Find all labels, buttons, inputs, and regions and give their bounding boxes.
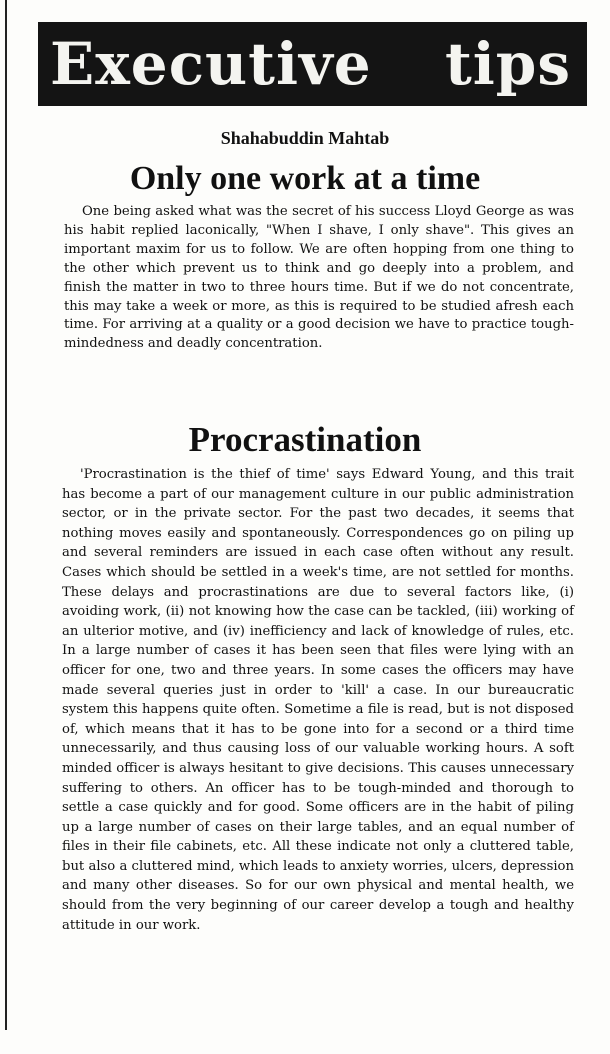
banner-word-tips: tips [444,30,571,98]
section-heading-procrastination: Procrastination [188,420,422,459]
section-body-procrastination: 'Procrastination is the thief of time' says Edward Young, and this trait has become a part of our management culture in our public administration sector, or in the private sector. For the past two decades, it seems that nothing moves easily and spontaneously. Correspondences go on piling up and several reminders are issued in each case often without any result. Cases which should be settled in a week's time, are not settled for months. These delays and procrastinations are due to several factors like, (i) avoiding work, (ii) not knowing how the case can be tackled, (iii) working of an ulterior motive, and (iv) inefficiency and lack of knowledge of rules, etc. In a large number of cases it has been seen that files were lying with an officer for one, two and three years. In some cases the officers may have made several queries just in order to 'kill' a case. In our bureaucratic system this happens quite often. Sometime a file is read, but is not disposed of, which means that it has to be gone into for a second or a third time unnecessarily, and thus causing loss of our valuable working hours. A soft minded officer is always hesitant to give decisions. This causes unnecessary suffering to others. An officer has to be tough-minded and thorough to settle a case quickly and for good. Some officers are in the habit of piling up a large number of cases on their large tables, and an equal number of files in their file cabinets, etc. All these indicate not only a cluttered table, but also a cluttered mind, which leads to anxiety worries, ulcers, depression and many other diseases. So for our own physical and mental health, we should from the very beginning of our career develop a tough and healthy attitude in our work. [62,467,574,933]
section-heading-one-work: Only one work at a time [129,160,481,197]
column-banner [38,22,587,106]
section-body-one-work: One being asked what was the secret of his success Lloyd George as was his habit replied laconically, "When I shave, I only shave". This gives an important maxim for us to follow. We are often hopping from one thing to the other which prevent us to think and go deeply into a problem, and finish the matter in two to three hours time. But if we do not concentrate, this may take a week or more, as this is required to be studied afresh each time. For arriving at a quality or a good decision we have to practice tough-mindedness and deadly concentration. [64,204,574,352]
author-byline: Shahabuddin Mahtab [220,128,390,148]
banner-word-executive: Executive [50,30,372,98]
column-rule [5,0,7,1030]
